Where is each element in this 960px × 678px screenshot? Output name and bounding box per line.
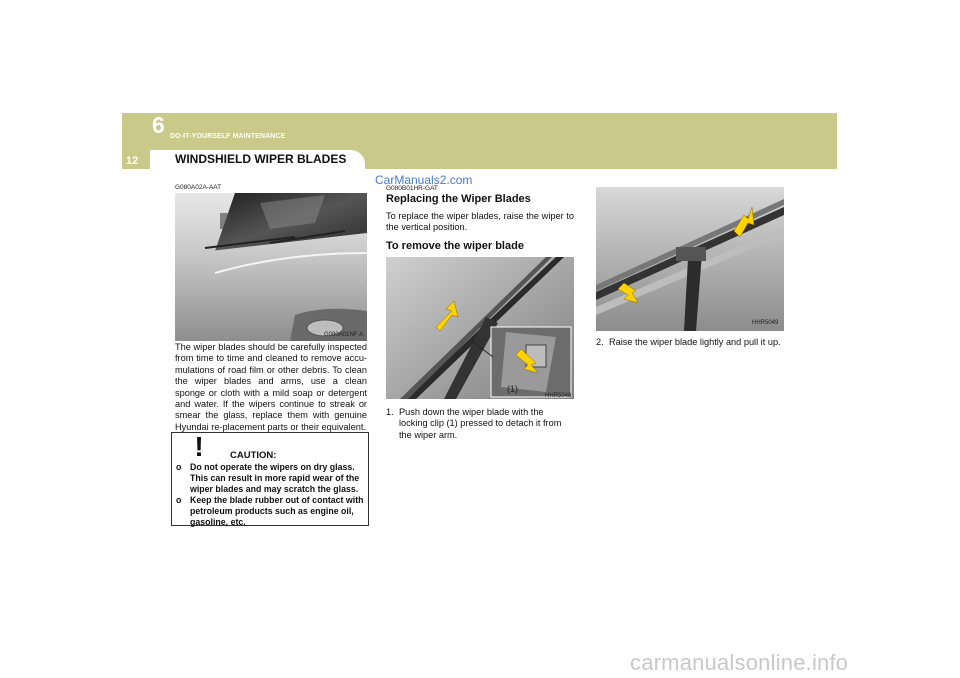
step-text: Raise the wiper blade lightly and pull it up.: [609, 337, 781, 347]
wiper-raise-photo: [596, 187, 784, 331]
caution-title: CAUTION:: [230, 450, 277, 461]
body-paragraph: The wiper blades should be carefully inspected from time to time and cleaned to remove accu-mulations of road film or other debris. To clean the wiper blades and arms, use a clean sponge or cloth with a mild soap or detergent and water. If the wipers continue to streak or smear the glass, replace them with genuine Hyundai re-placement parts or their equivalent.: [175, 342, 367, 432]
page-number: 12: [126, 155, 139, 167]
step-text: Push down the wiper blade with the locking clip (1) pressed to detach it from the wiper arm.: [399, 407, 562, 440]
step-2: [596, 337, 786, 348]
section-code: G080A02A-AAT: [175, 184, 222, 191]
chapter-title: DO-IT-YOURSELF MAINTENANCE: [170, 133, 286, 140]
section-title: WINDSHIELD WIPER BLADES: [175, 152, 347, 166]
caution-item-text: Do not operate the wipers on dry glass. This can result in more rapid wear of the wiper blades and may scratch the glass.: [190, 462, 360, 494]
caution-item: [173, 495, 365, 528]
photo-ref-right: HHR5049: [752, 320, 779, 326]
wiper-raise-illustration: [596, 187, 784, 331]
section-heading: Replacing the Wiper Blades: [386, 193, 531, 205]
footer-watermark: carmanualsonline.info: [630, 650, 849, 675]
section-code: G080B01HR-GAT: [386, 185, 438, 192]
bullet: o: [176, 462, 182, 472]
wiper-remove-illustration: [386, 257, 574, 399]
caution-item-text: Keep the blade rubber out of contact with petroleum products such as engine oil, gasoline, etc.: [190, 495, 364, 527]
bullet: o: [176, 495, 182, 505]
step-number: 2.: [596, 337, 604, 347]
caution-item: [173, 462, 365, 495]
windshield-photo: [175, 193, 367, 341]
intro-paragraph: To replace the wiper blades, raise the wiper to the vertical position.: [386, 211, 574, 233]
callout-label: (1): [507, 384, 518, 394]
wiper-remove-photo: [386, 257, 574, 399]
windshield-photo-illustration: [175, 193, 367, 341]
step-1: [386, 407, 574, 441]
photo-ref-middle: HHR5048: [545, 393, 572, 399]
warning-icon: !: [194, 431, 204, 462]
photo-ref-left: G080A01NF-A: [324, 332, 364, 338]
step-number: 1.: [386, 407, 394, 417]
subheading: To remove the wiper blade: [386, 240, 524, 252]
caution-list: [173, 462, 365, 528]
chapter-number: 6: [152, 112, 165, 138]
site-watermark: CarManuals2.com: [375, 173, 473, 187]
